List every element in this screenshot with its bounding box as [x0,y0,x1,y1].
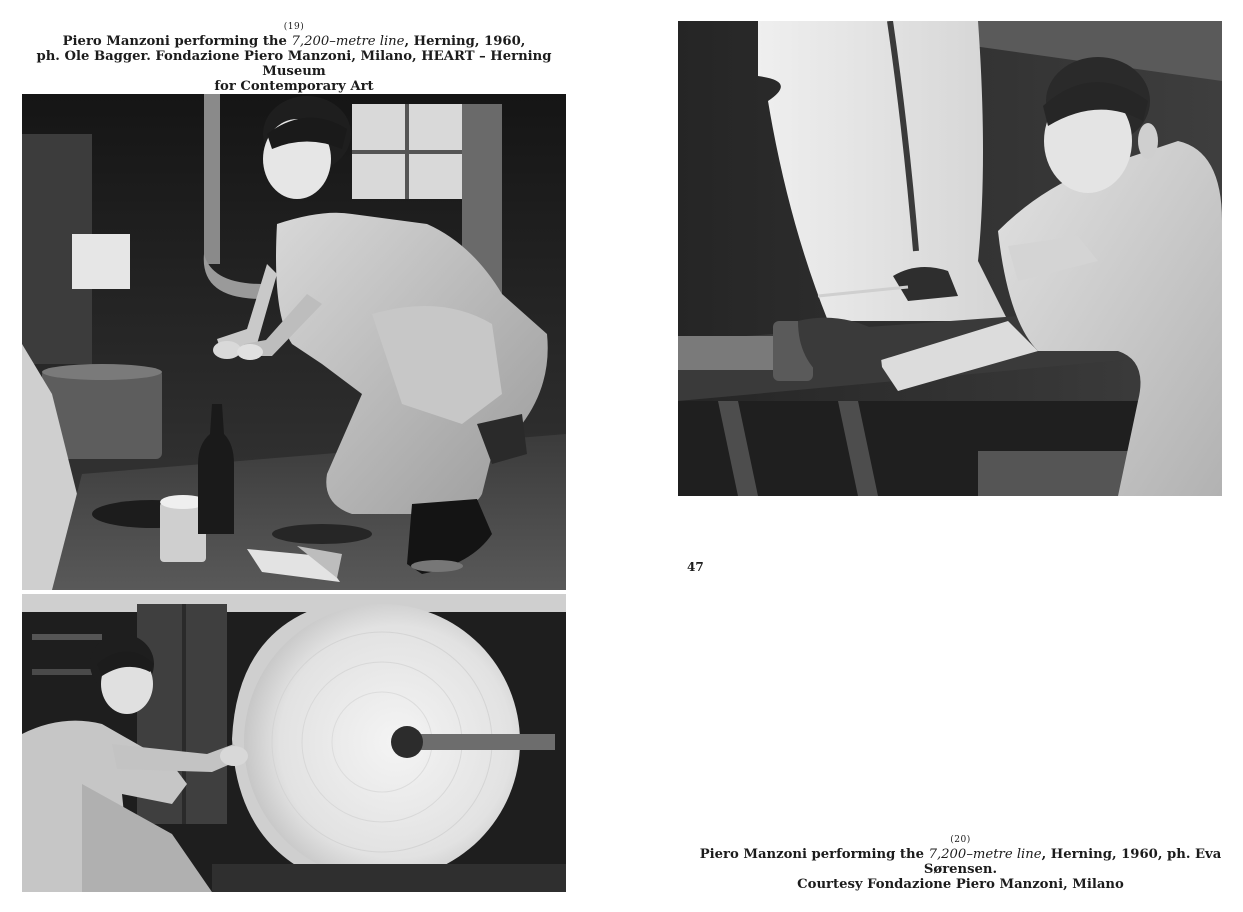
caption-20-number: (20) [950,835,971,845]
caption-20-line2: Courtesy Fondazione Piero Manzoni, Milano [797,877,1124,892]
caption-20-line1-prefix: Piero Manzoni performing the [699,847,929,862]
caption-20 [678,835,1243,892]
caption-19-number: (19) [283,22,305,32]
caption-20-artwork-title: 7,200–metre line [928,847,1042,862]
photo-manzoni-kneeling-image [22,94,566,590]
caption-19-artwork-title: 7,200–metre line [291,34,405,49]
caption-19-line1-prefix: Piero Manzoni performing the [62,34,292,49]
photo-manzoni-paper-roll [22,594,566,892]
photo-manzoni-paper-roll-image [22,594,566,892]
caption-19-line2: ph. Ole Bagger. Fondazione Piero Manzoni, Milano, HEART – Herning Museum [36,49,552,79]
caption-19-line3: for Contemporary Art [214,79,374,94]
page-number: 47 [687,560,704,574]
photo-manzoni-cutting-paper [678,21,1222,496]
right-page [622,0,1243,912]
photo-manzoni-cutting-paper-image [678,21,1222,496]
caption-19 [22,22,566,94]
left-page [0,0,620,912]
photo-manzoni-kneeling [22,94,566,590]
caption-20-line1-suffix: , Herning, 1960, ph. Eva Sørensen. [923,847,1222,877]
caption-19-line1-suffix: , Herning, 1960, [404,34,526,49]
